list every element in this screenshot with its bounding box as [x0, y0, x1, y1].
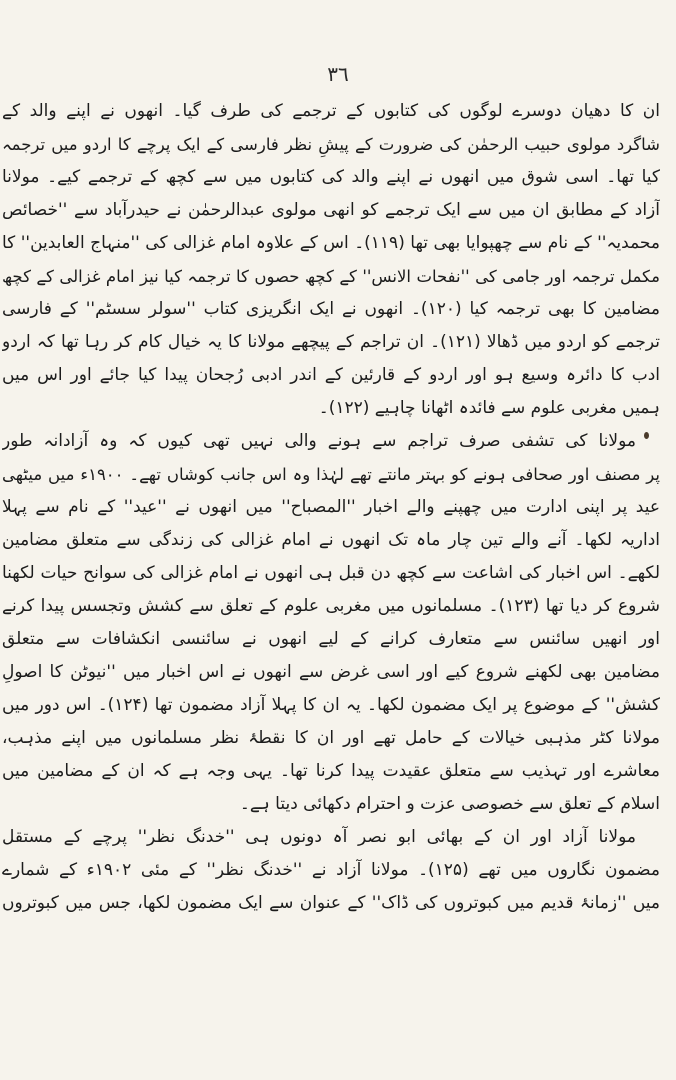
text-line: ان کا دھیان دوسرے لوگوں کی کتابوں کے ترجمے کی طرف گیا۔ انھوں نے اپنے والد کے [2, 101, 660, 121]
text-line: ترجمے کو اردو میں ڈھالا (۱۲۱)۔ ان تراجم کے پیچھے مولانا کا یہ خیال کام کر رہا تھا کہ اردو [2, 332, 660, 352]
body-text [2, 95, 660, 920]
text-line: عید پر اپنی ادارت میں چھپنے والے اخبار ''المصباح'' میں انھوں نے ''عید'' کے نام سے پہلا [2, 497, 660, 517]
text-line: شاگرد مولوی حبیب الرحمٰن کی ضرورت کے پیشِ نظر فارسی کے ایک پرچے کا اردو میں ترجمہ [2, 135, 660, 154]
text-line: مضمون نگاروں میں تھے (۱۲۵)۔ مولانا آزاد نے ''خدنگ نظر'' کے مئی ۱۹۰۲ء کے شمارے [2, 860, 660, 880]
text-line: پر مصنف اور صحافی ہونے کو بہتر مانتے تھے لہٰذا وہ اس جانب کوشاں تھے۔ ۱۹۰۰ء میں میٹھی [2, 465, 660, 484]
text-line: شروع کر دیا تھا (۱۲۳)۔ مسلمانوں میں مغربی علوم کے تعلق سے کشش وتجسس پیدا کرنے [2, 596, 660, 616]
text-line: میں ''زمانۂ قدیم میں کبوتروں کی ڈاک'' کے عنوان سے ایک مضمون لکھا، جس میں کبوتروں [2, 893, 660, 913]
text-line: مکمل ترجمہ اور جامی کی ''نفحات الانس'' کے کچھ حصوں کا ترجمہ کیا نیز امام غزالی کے کچھ [2, 267, 660, 286]
text-line: مضامین کا بھی ترجمہ کیا (۱۲۰)۔ انھوں نے ایک انگریزی کتاب ''سولر سسٹم'' کے فارسی [2, 299, 660, 319]
text-line: مضامین بھی لکھنے شروع کیے اور اسی غرض سے انھوں نے اس اخبار میں ''نیوٹن کا اصولِ [2, 662, 660, 682]
text-line: معاشرے اور تہذیب سے متعلق عقیدت پیدا کرنا تھا۔ یہی وجہ ہے کہ ان کے مضامین میں [2, 761, 660, 781]
text-line: محمدیہ'' کے نام سے چھپوایا بھی تھا (۱۱۹)۔ اس کے علاوہ امام غزالی کی ''منہاج العابدین'' کا [2, 233, 660, 253]
paragraph [2, 821, 660, 920]
text-line: لکھے۔ اس اخبار کی اشاعت سے کچھ دن قبل ہی انھوں نے امام غزالی کی سوانح حیات لکھنا [2, 563, 660, 583]
paragraph [2, 425, 660, 821]
text-line: ہمیں مغربی علوم سے فائدہ اٹھانا چاہیے (۱۲۲)۔ [318, 398, 660, 418]
text-line: اور انھیں سائنس سے متعارف کرانے کے لیے انھوں نے سائنسی انکشافات سے متعلق [2, 629, 660, 649]
text-line: مولانا کٹر مذہبی خیالات کے حامل تھے اور ان کا نقطۂ نظر مسلمانوں میں اپنے مذہب، [2, 728, 660, 748]
text-line: مولانا کی تشفی صرف تراجم سے ہونے والی نہیں تھی کیوں کہ وہ آزادانہ طور [2, 431, 636, 451]
ink-speck [644, 432, 649, 439]
text-line: ادب کا دائرہ وسیع ہو اور اردو کے قارئین کے اندر ادبی رُجحان پیدا کیا جائے اور اس میں [2, 365, 660, 385]
text-line: کیا تھا۔ اسی شوق میں انھوں نے اپنے والد کی کتابوں میں سے کچھ کے ترجمے کیے۔ مولانا [2, 167, 660, 187]
text-line: مولانا آزاد اور ان کے بھائی ابو نصر آہ دونوں ہی ''خدنگ نظر'' پرچے کے مستقل [2, 827, 636, 847]
paragraph [2, 95, 660, 425]
text-line: آزاد کے مطابق ان میں سے ایک ترجمے کو انھی مولوی عبدالرحمٰن نے حیدرآباد سے ''خصائص [2, 200, 660, 220]
text-line: اسلام کے تعلق سے خصوصی عزت و احترام دکھائی دیتا ہے۔ [239, 794, 660, 814]
page-number: ٣٦ [327, 62, 349, 86]
text-line: کشش'' کے موضوع پر ایک مضمون لکھا۔ یہ ان کا پہلا آزاد مضمون تھا (۱۲۴)۔ اس دور میں [2, 695, 660, 715]
text-line: اداریہ لکھا۔ آنے والے تین چار ماہ تک انھوں نے امام غزالی کی زندگی سے متعلق مضامین [2, 530, 660, 550]
